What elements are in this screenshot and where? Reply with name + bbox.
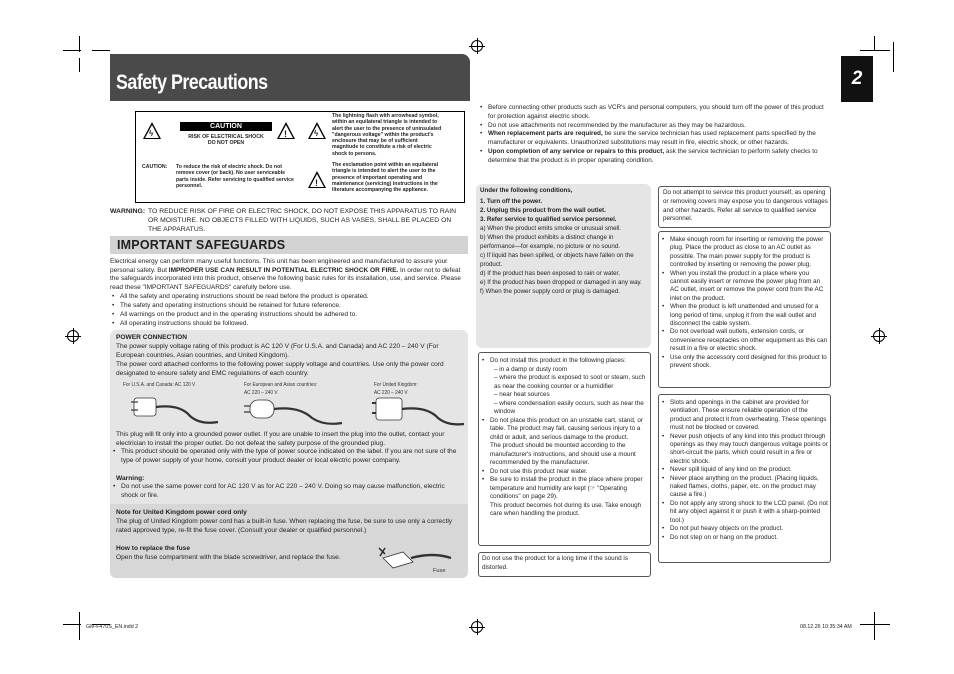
list-item: 1. Turn off the power. — [480, 198, 543, 205]
list-item: a) When the product emits smoke or unusual smell. — [480, 225, 621, 232]
sub-item: – near heat sources — [494, 391, 550, 398]
exclamation-glyph: ! — [315, 178, 318, 188]
conditions-steps — [480, 197, 650, 224]
list-item: • The safety and operating instructions should be retained for future reference. — [110, 301, 468, 310]
caution-label: CAUTION — [180, 122, 272, 131]
caution-prefix: CAUTION: — [142, 164, 168, 170]
power-p2: The power cord attached conforms to the following power supply voltage and countries. Use only the power cord designated to ensure safety and EMC regulations of each country. — [116, 361, 444, 377]
footer-right: 08.12.26 10:35:34 AM — [800, 624, 852, 630]
caution-box — [135, 111, 465, 203]
list-item: 2. Unplug this product from the wall outlet. — [480, 207, 606, 214]
exclamation-glyph: ! — [284, 129, 287, 139]
list-item: • Do not use the same power cord for AC 120 V as for AC 220 – 240 V. Doing so may cause malfunction, electric shock or fire. — [111, 483, 463, 501]
vent-box — [658, 394, 831, 563]
exclamation-text: The exclamation point within an equilateral triangle is intended to alert the user to the presence of important operating and maintenance (servicing) instructions in the literature accompanying the appliance. — [332, 162, 439, 194]
footer-left: GM-F470S_EN.indd 2 — [86, 624, 139, 630]
uk-note-heading: Note for United Kingdom power cord only — [116, 509, 247, 516]
list-item: • Do not step on or hang on the product. — [660, 534, 828, 542]
power-p3: This plug will fit only into a grounded power outlet. If you are unable to insert the plug into the outlet, contact your electrician to install the proper outlet. Do not defeat the safety purpose of the grounded plug. — [116, 431, 445, 447]
list-item: • Never push objects of any kind into this product through openings as they may touch dangerous voltage points or short-circuit the parts, which could result in a fire or electric shock. — [660, 433, 828, 467]
list-item: • Do not put heavy objects on the product. — [660, 525, 828, 533]
outlet-box — [658, 231, 831, 388]
eu-plug-illustration — [244, 396, 344, 428]
sub-item: – in a damp or dusty room — [494, 365, 568, 373]
safeguards-heading-bar — [110, 236, 468, 254]
list-item: • When you install the product in a place where you cannot easily insert or remove the power plug from an AC outlet, insert or remove the power cord from the AC inlet on the product. — [660, 270, 828, 304]
plug-label-us: For U.S.A. and Canada: AC 120 V — [123, 382, 196, 388]
outlet-list — [660, 236, 828, 371]
list-item: 3. Refer service to qualified service personnel. — [480, 216, 617, 223]
list-item: • All operating instructions should be followed. — [110, 319, 468, 328]
list-item: • Do not place this product on an unstable cart, stand, or table. The product may fall, causing serious injury to a child or adult, and serious damage to the product. The product should be mounted according to the manufacturer's instructions, and should use a mount recommended by the manufacturer. — [480, 417, 648, 468]
warning-label: WARNING: — [110, 208, 146, 215]
list-item: • When the product is left unattended and unused for a long period of time, unplug it from the wall outlet and disconnect the cable system. — [660, 303, 828, 328]
list-item: • This product should be operated only with the type of power source indicated on the label. If you are not sure of the type of power supply of your home, consult your product dealer or local electric power company. — [111, 448, 463, 466]
list-item: • Do not apply any strong shock to the LCD panel. (Do not hit any object against it or push it with a sharp-pointed tool.) — [660, 500, 828, 525]
list-item: • Do not install this product in the following places: – in a damp or dusty room – where the product is exposed to soot or steam, such as near the cooking counter or a humidifier – near heat sources – where condensation easily occurs, such as near the window — [480, 357, 648, 417]
page-title: Safety Precautions — [116, 71, 268, 94]
plug-label-eu-2: AC 220 – 240 V — [244, 390, 278, 396]
conditions-heading: Under the following conditions, — [480, 187, 573, 194]
power-heading: POWER CONNECTION — [116, 334, 188, 341]
uk-plug-illustration — [372, 394, 466, 428]
sub-item: – where condensation easily occurs, such as near the window — [494, 399, 644, 415]
sound-text: Do not use the product for a long time if the sound is distorted. — [482, 555, 628, 571]
list-item: f) When the power supply cord or plug is damaged. — [480, 288, 620, 295]
power-bullet-list — [111, 448, 463, 466]
uk-note-text: The plug of United Kingdom power cord has a built-in fuse. When replacing the fuse, be sure to use only a correctly rated approved type, re-fit the fuse cover. (Consult your dealer or qualified personnel.) — [116, 518, 453, 534]
vent-list — [660, 399, 828, 542]
plug-label-uk-2: AC 220 – 240 V — [374, 390, 408, 396]
sound-box — [478, 552, 651, 577]
lightning-text: The lightning flash with arrowhead symbol, within an equilateral triangle is intended to alert the user to the presence of uninsulated "dangerous voltage" within the product's enclosure that may be of sufficient magnitude to constitute a risk of electric shock to persons. — [332, 113, 442, 157]
plug-label-uk-1: For United Kingdom: — [374, 382, 418, 388]
list-item: • Make enough room for inserting or removing the power plug. Place the product as close to an AC outlet as possible. The main power supply for the product is controlled by inserting or removing the power plug. — [660, 236, 828, 270]
list-item: • Slots and openings in the cabinet are provided for ventilation. These ensure reliable operation of the product and protect it from overheating. These openings must not be blocked or covered. — [660, 399, 828, 433]
safeguards-intro: Electrical energy can perform many useful functions. This unit has been engineered and manufactured to assure your personal safety. But IMPROPER USE CAN RESULT IN POTENTIAL ELECTRIC SHOCK OR FIRE. In order not to defeat the safeguards incorporated into this product, observe the following basic rules for its installation, use, and service. Please read these "IMPORTANT SAFEGUARDS" carefully before use. — [110, 258, 461, 292]
list-item: b) When the product exhibits a distinct change in performance—for example, no picture or no sound. — [480, 234, 620, 250]
warning-text: TO REDUCE RISK OF FIRE OR ELECTRIC SHOCK, DO NOT EXPOSE THIS APPARATUS TO RAIN OR MOISTURE. NO OBJECTS FILLED WITH LIQUIDS, SUCH AS VASES, SHALL BE PLACED ON THE APPARATUS. — [148, 208, 457, 233]
conditions-box — [476, 184, 651, 348]
lightning-glyph: ϟ — [149, 129, 154, 138]
power-p1: The power supply voltage rating of this product is AC 120 V (For U.S.A. and Canada) and AC 220 – 240 V (For European countries, Asian countries, and United Kingdom). — [116, 343, 439, 359]
us-plug-illustration — [130, 392, 220, 426]
list-item: • Be sure to install the product in the place where proper temperature and humidity are kept (☞ "Operating conditions" on page 29). This product becomes hot during its use. Take enough care when handling the product. — [480, 476, 648, 519]
title-bar — [110, 54, 470, 101]
list-item: • Never place anything on the product. (Placing liquids, naked flames, cloths, paper, etc. on the product may cause a fire.) — [660, 475, 828, 500]
place-box — [478, 352, 651, 546]
list-item: • Before connecting other products such as VCR's and personal computers, you should turn off the power of this product for protection against electric shock. — [478, 104, 832, 122]
page-number-tab: 2 — [841, 56, 873, 102]
risk-text-2: DO NOT OPEN — [207, 140, 245, 146]
power-connection-box — [110, 330, 468, 578]
power-warning-label: Warning: — [116, 475, 145, 482]
place-list — [480, 357, 648, 519]
list-item: • All the safety and operating instructions should be read before the product is operated. — [110, 292, 468, 301]
plug-label-eu-1: For European and Asian countries: — [244, 382, 318, 388]
list-item: • Do not overload wall outlets, extension cords, or convenience receptacles on other equipment as this can result in a fire or electric shock. — [660, 328, 828, 353]
list-item: • Upon completion of any service or repairs to this product, ask the service technician to perform safety checks to determine that the product is in proper operating condition. — [478, 148, 832, 166]
safeguards-heading: IMPORTANT SAFEGUARDS — [117, 238, 286, 252]
caution-text: To reduce the risk of electric shock. Do not remove cover (or back). No user serviceable parts inside. Refer servicing to qualified service personnel. — [176, 164, 294, 189]
sub-item: – where the product is exposed to soot or steam, such as near the cooking counter or a humidifier — [494, 374, 646, 390]
fuse-label: Fuse — [433, 568, 446, 574]
list-item: • Do not use attachments not recommended by the manufacturer as they may be hazardous. — [478, 122, 832, 131]
registration-mark-icon — [873, 330, 885, 342]
list-item: • Never spill liquid of any kind on the product. — [660, 466, 828, 474]
list-item: c) If liquid has been spilled, or objects have fallen on the product. — [480, 252, 634, 268]
list-item: • When replacement parts are required, be sure the service technician has used replacement parts specified by the manufacturer or equivalents. Unauthorized substitutions may result in fire, electric shock, or other hazards. — [478, 130, 832, 148]
list-item: • Do not use this product near water. — [480, 468, 648, 477]
risk-text-1: RISK OF ELECTRICAL SHOCK — [188, 134, 264, 140]
list-item: d) If the product has been exposed to rain or water. — [480, 270, 620, 277]
conditions-items — [480, 224, 648, 296]
list-item: e) If the product has been dropped or damaged in any way. — [480, 279, 642, 286]
registration-mark-icon — [67, 330, 79, 342]
list-item: • Use only the accessory cord designed for this product to prevent shock. — [660, 354, 828, 371]
fuse-plug-illustration — [373, 544, 453, 570]
service-text: Do not attempt to service this product yourself, as opening or removing covers may expose you to dangerous voltages and other hazards. Refer all service to qualified service personnel. — [663, 189, 828, 223]
safeguards-list — [110, 292, 468, 328]
service-box — [658, 186, 831, 228]
power-warning-list — [111, 483, 463, 501]
list-item: • All warnings on the product and in the operating instructions should be adhered to. — [110, 310, 468, 319]
fuse-heading: How to replace the fuse — [116, 545, 191, 552]
registration-mark-icon — [471, 621, 483, 633]
mid-top-list — [478, 104, 832, 166]
fuse-text: Open the fuse compartment with the blade screwdriver, and replace the fuse. — [116, 554, 341, 561]
lightning-glyph: ϟ — [314, 129, 319, 138]
registration-mark-icon — [471, 40, 483, 52]
